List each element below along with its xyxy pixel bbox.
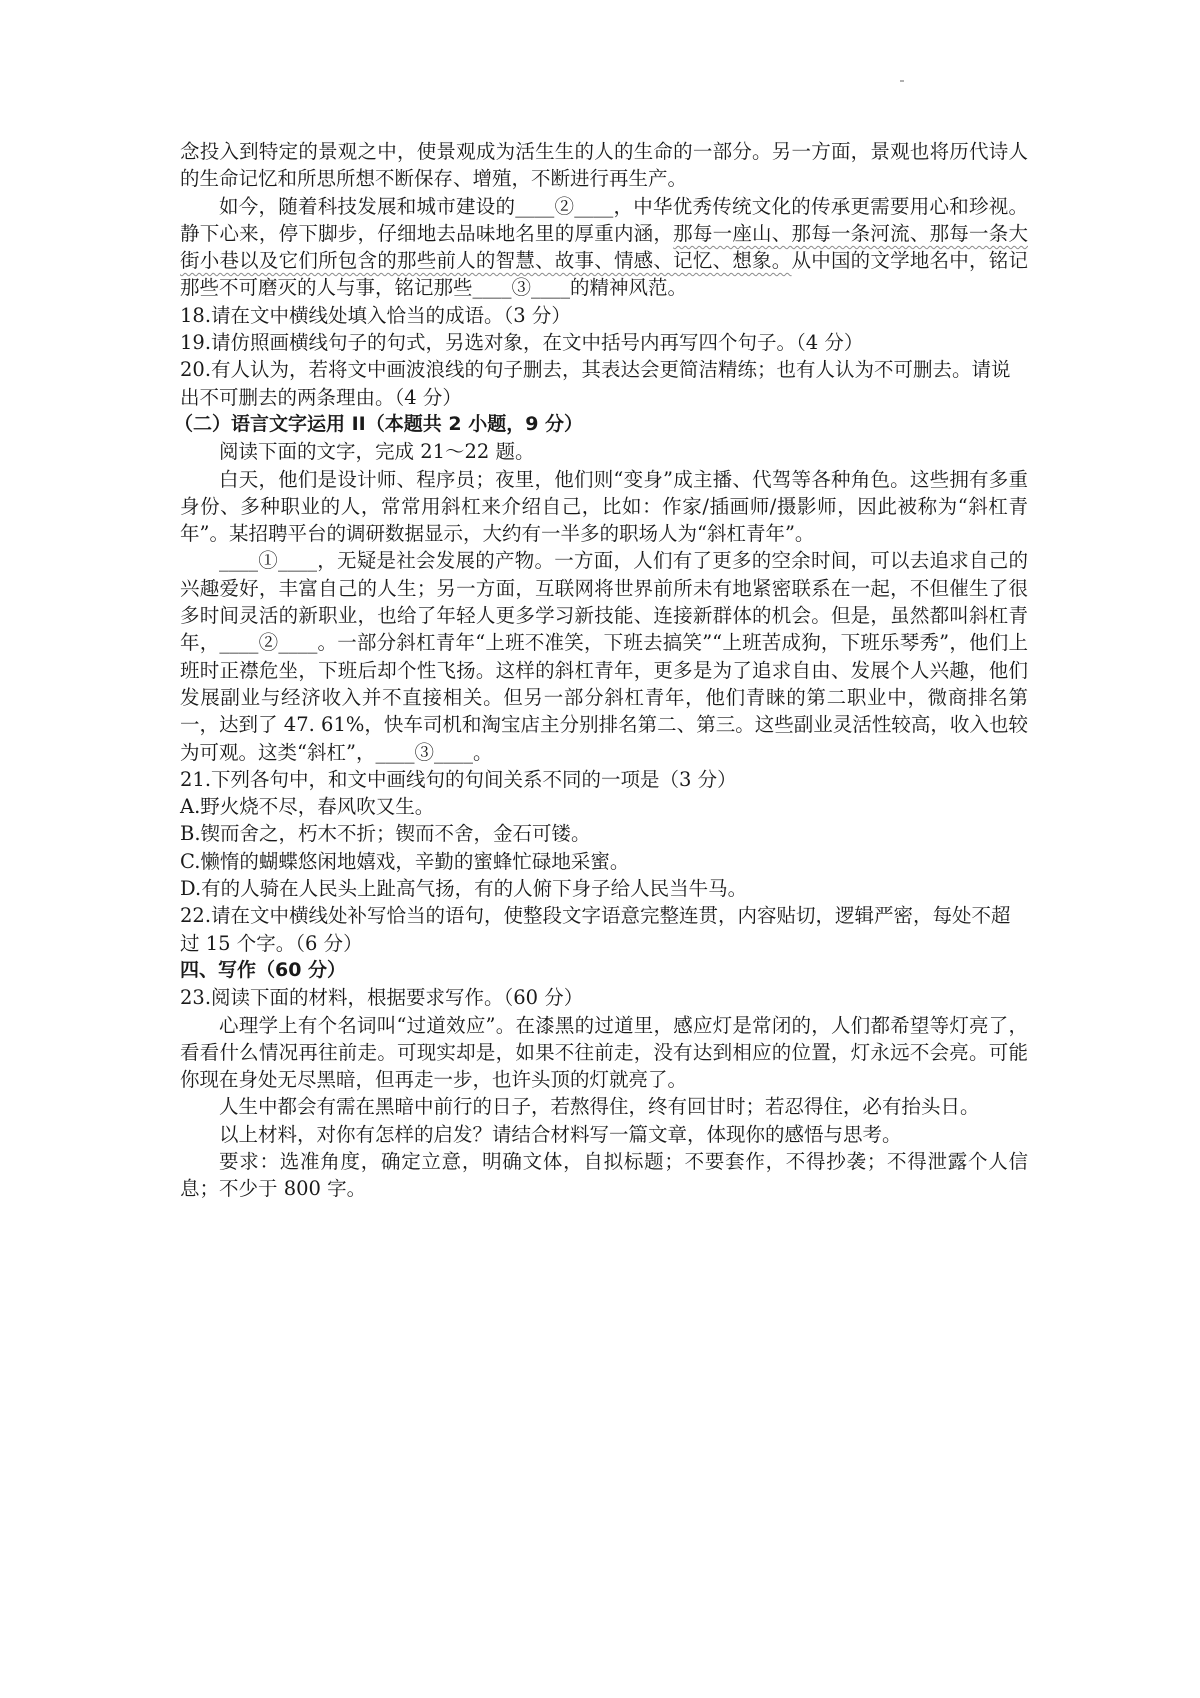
passage-text: 。 xyxy=(472,740,493,764)
passage-text: 的精神风范。 xyxy=(570,276,688,300)
wavy-underlined-sentence: 那每一座山、那每一条河流、那每一条大街小巷以及它们所包含的那些前人的智慧、故事、情感、记忆、想象。 xyxy=(180,221,1028,273)
question-21: 21.下列各句中，和文中画线句的句间关系不同的一项是（3 分） xyxy=(180,767,737,791)
passage-text: 。一部分斜杠青年“上班不准笑，下班去搞笑”“上班苦成狗，下班乐琴秀”，他们上班时正襟危坐，下班后却个性飞扬。这样的斜杠青年，更多是为了追求自由、发展个人兴趣，他们发展副业与经济收入并不直接相关。但另一部分斜杠青年，他们青睐的第二职业中，微商排名第一，达到了 47. 61%，快车司机和淘宝店主分别排名第二、第三。这些副业灵活性较高，收入也较为可观。这类“斜杠”， xyxy=(180,631,1028,764)
blank-3: ____③____ xyxy=(375,740,473,764)
blank-3: ____③____ xyxy=(472,276,571,300)
question-19: 19.请仿照画横线句子的句式，另选对象，在文中括号内再写四个句子。（4 分） xyxy=(180,331,864,355)
passage-paragraph-2 xyxy=(180,193,1028,302)
passage-paragraph-1: 念投入到特定的景观之中，使景观成为活生生的人的生命的一部分。另一方面，景观也将历代诗人的生命记忆和所思所想不断保存、增殖，不断进行再生产。 xyxy=(180,140,1028,191)
option-c: C.懒惰的蝴蝶悠闲地嬉戏，辛勤的蜜蜂忙碌地采蜜。 xyxy=(180,849,630,873)
blank-2: ____②____ xyxy=(515,194,614,218)
option-a: A.野火烧不尽，春风吹又生。 xyxy=(180,795,435,819)
question-22: 22.请在文中横线处补写恰当的语句，使整段文字语意完整连贯，内容贴切，逻辑严密，每处不超过 15 个字。（6 分） xyxy=(180,904,1011,955)
scan-speck xyxy=(900,80,904,82)
question-20: 20.有人认为，若将文中画波浪线的句子删去，其表达会更简洁精练；也有人认为不可删去。请说出不可删去的两条理由。（4 分） xyxy=(180,358,1011,409)
question-18: 18.请在文中横线处填入恰当的成语。（3 分） xyxy=(180,303,571,327)
passage-text: 不但催生了很多时间灵活的新职业，也给了年轻人更多学习新技能、连接新群体的机会。但是，虽然都叫斜杠青年， xyxy=(180,576,1028,655)
blank-1: ____①____ xyxy=(219,549,317,573)
writing-material-paragraph-2: 人生中都会有需在黑暗中前行的日子，若熬得住，终有回甘时；若忍得住，必有抬头日。 xyxy=(219,1095,980,1119)
passage-text: 如今，随着科技发展和城市建设的 xyxy=(219,194,516,218)
passage-text: 从中国的文学地名中，铭记那些不可磨灭的人与事，铭记那些 xyxy=(180,249,1028,300)
section-heading-writing: 四、写作（60 分） xyxy=(180,958,347,981)
question-23: 23.阅读下面的材料，根据要求写作。（60 分） xyxy=(180,986,584,1010)
passage-text: ，中华优秀传统文化的传承更需要用心和珍视。静下心来，停下脚步，仔细地去品味地名里的厚重内涵， xyxy=(180,194,1028,245)
slash-youth-paragraph-1: 白天，他们是设计师、程序员；夜里，他们则“变身”成主播、代驾等各种角色。这些拥有多重身份、多种职业的人，常常用斜杠来介绍自己，比如：作家/插画师/摄影师，因此被称为“斜杠青年”。某招聘平台的调研数据显示，大约有一半多的职场人为“斜杠青年”。 xyxy=(180,467,1028,546)
writing-material-paragraph-1: 心理学上有个名词叫“过道效应”。在漆黑的过道里，感应灯是常闭的，人们都希望等灯亮了，看看什么情况再往前走。可现实却是，如果不往前走，没有达到相应的位置，灯永远不会亮。可能你现在身处无尽黑暗，但再走一步，也许头顶的灯就亮了。 xyxy=(180,1013,1028,1092)
blank-2: ____②____ xyxy=(219,631,318,655)
option-b: B.锲而舍之，朽木不折；锲而不舍，金石可镂。 xyxy=(180,822,591,846)
writing-prompt: 以上材料，对你有怎样的启发？请结合材料写一篇文章，体现你的感悟与思考。 xyxy=(219,1122,902,1146)
underlined-sentence: 一方面，人们有了更多的空余时间，可以去追求自己的兴趣爱好，丰富自己的人生；另一方面，互联网将世界前所未有地紧密联系在一起， xyxy=(180,549,1028,600)
exam-page-body xyxy=(174,138,1028,1203)
section-heading-language-use-2: （二）语言文字运用 II（本题共 2 小题，9 分） xyxy=(174,412,584,435)
option-d: D.有的人骑在人民头上趾高气扬，有的人俯下身子给人民当牛马。 xyxy=(180,877,748,901)
writing-requirements: 要求：选准角度，确定立意，明确文体，自拟标题；不要套作，不得抄袭；不得泄露个人信息；不少于 800 字。 xyxy=(180,1149,1028,1201)
slash-youth-paragraph-2 xyxy=(180,547,1028,765)
passage-text: ，无疑是社会发展的产物。 xyxy=(317,549,555,573)
section-intro: 阅读下面的文字，完成 21～22 题。 xyxy=(219,440,535,464)
